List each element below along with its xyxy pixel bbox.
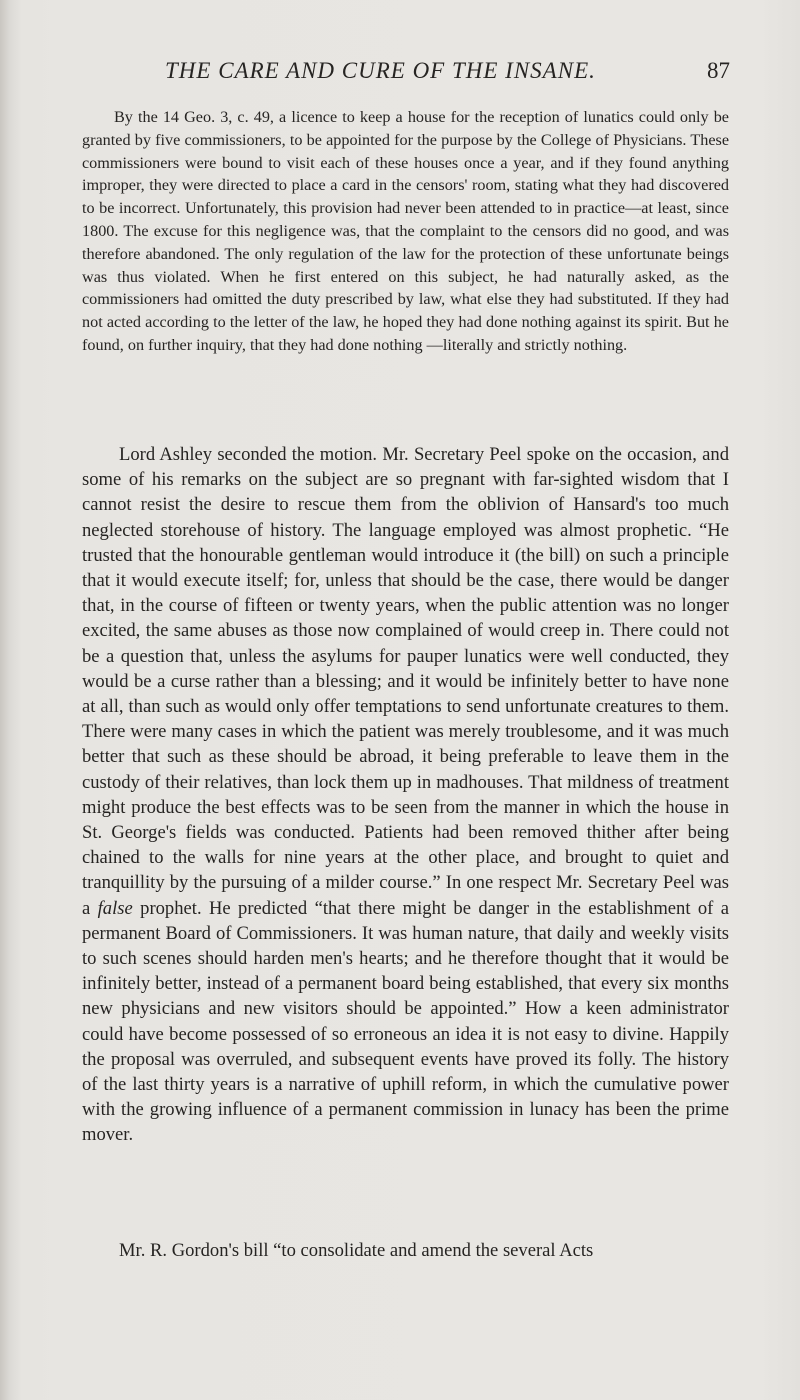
running-title: THE CARE AND CURE OF THE INSANE. bbox=[165, 58, 596, 83]
italic-word: false bbox=[97, 897, 133, 919]
extract-text: By the 14 Geo. 3, c. 49, a licence to keep a house for the reception of lunatics could only be granted by five commissioners, to be appointed for the purpose by the College of Physicians. These commissioners were bound to visit each of these houses once a year, and if they found anything improper, they were directed to place a card in the censors' room, stating what they had discovered to be incorrect. Unfortunately, this provision had never been attended to in practice—at least, since 1800. The excuse for this negligence was, that the complaint to the censors did no good, and was therefore abandoned. The only regulation of the law for the protection of these unfortunate beings was thus violated. When he first entered on this subject, he had naturally asked, as the commissioners had omitted the duty prescribed by law, what else they had substituted. If they had not acted according to the letter of the law, he hoped they had done nothing against its spirit. But he found, on further inquiry, that they had done nothing —literally and strictly nothing. bbox=[82, 108, 729, 354]
paragraph-gordon-bill: Mr. R. Gordon's bill “to consolidate and amend the several Acts bbox=[119, 1240, 594, 1261]
main-text bbox=[82, 442, 729, 1148]
paragraph-lord-ashley bbox=[82, 442, 729, 1148]
paragraph-text-continued: prophet. He predicted “that there might be danger in the establishment of a permanent Board of Commissioners. It was human nature, that daily and weekly visits to such scenes should harden men's hearts; and he therefore thought that it would be infinitely better, instead of a permanent board being established, that every six months new physicians and new visitors should be appointed.” How a keen administrator could have become possessed of so erroneous an idea it is not easy to divine. Happily the proposal was overruled, and subsequent events have proved its folly. The history of the last thirty years is a narrative of uphill reform, in which the cumulative power with the growing influence of a permanent commission in lunacy has been the prime mover. bbox=[82, 897, 730, 1146]
page-header bbox=[165, 58, 730, 90]
quoted-extract bbox=[82, 106, 729, 357]
page-number: 87 bbox=[707, 58, 730, 83]
paragraph-text: Lord Ashley seconded the motion. Mr. Secretary Peel spoke on the occasion, and some of his remarks on the subject are so pregnant with far-sighted wisdom that I cannot resist the desire to rescue them from the oblivion of Hansard's too much neglected storehouse of history. The language employed was almost prophetic. “He trusted that the honourable gentleman would introduce it (the bill) on such a principle that it would execute itself; for, unless that should be the case, there would be danger that, in the course of fifteen or twenty years, when the public attention was no longer excited, the same abuses as those now complained of would creep in. There could not be a question that, unless the asylums for pauper lunatics were well conducted, they would be a curse rather than a blessing; and it would be infinitely better to have none at all, than such as would only offer temptations to send unfortunate creatures to them. There were many cases in which the patient was merely troublesome, and it was much better that such as these should be abroad, it being preferable to leave them in the custody of their relatives, than lock them up in madhouses. That mildness of treatment might produce the best effects was to be seen from the manner in which the house in St. George's fields was conducted. Patients had been removed thither after being chained to the walls for nine years at the other place, and brought to quiet and tranquillity by the pursuing of a milder course.” In one respect Mr. Secretary Peel was a bbox=[82, 444, 729, 919]
